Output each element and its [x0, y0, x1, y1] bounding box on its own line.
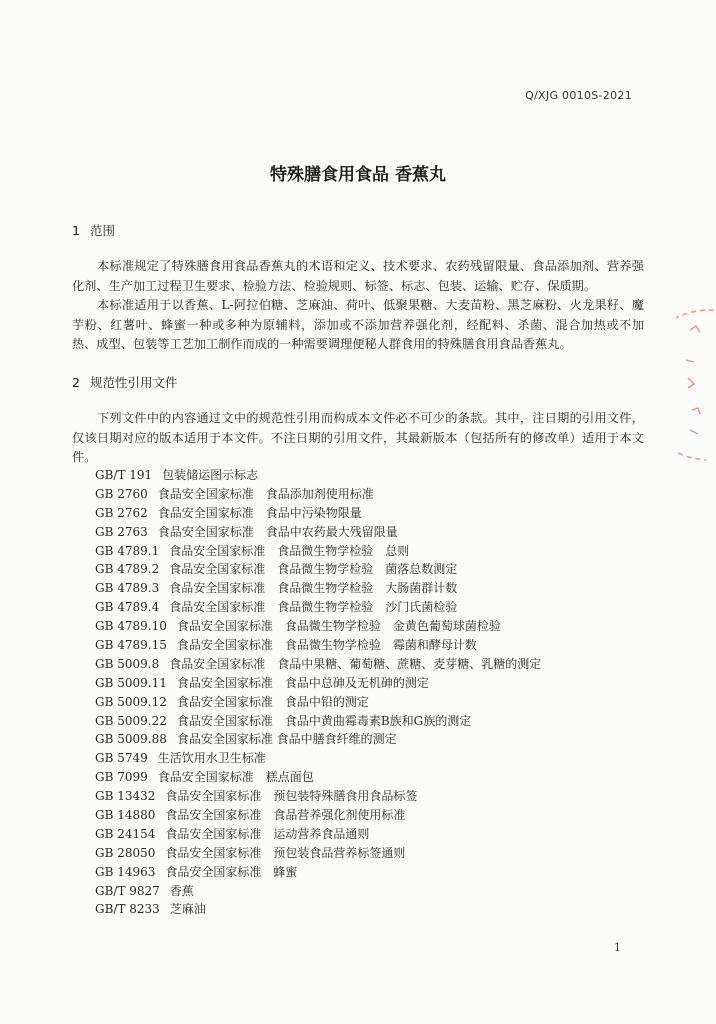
reference-name: 食品安全国家标准 食品微生物学检验 霉菌和酵母计数 [176, 638, 477, 653]
reference-code: GB 13432 [95, 789, 156, 804]
reference-code: GB 5009.8 [95, 656, 160, 671]
reference-code: GB 2760 [95, 486, 148, 501]
reference-code: GB 4789.1 [95, 543, 160, 558]
reference-name: 食品安全国家标准 食品中铅的测定 [176, 694, 369, 709]
page-number: 1 [614, 941, 621, 954]
section-1-paragraph-1: 本标准规定了特殊膳食用食品香蕉丸的术语和定义、技术要求、农药残留限量、食品添加剂、营养强化剂、生产加工过程卫生要求、检验方法、检验规则、标签、标志、包装、运输、贮存、保质期。 [72, 259, 644, 293]
reference-item [95, 882, 541, 901]
reference-item [95, 749, 541, 768]
reference-name: 食品安全国家标准 预包装特殊膳食用食品标签 [165, 789, 418, 804]
reference-name: 食品安全国家标准 食品中总砷及无机砷的测定 [176, 675, 429, 690]
section-number: 1 [72, 223, 80, 238]
reference-name: 食品安全国家标准 食品中污染物限量 [157, 505, 362, 520]
reference-name: 食品安全国家标准 食品中农药最大残留限量 [157, 524, 398, 539]
reference-code: GB 7099 [95, 770, 148, 785]
reference-name: 食品安全国家标准 食品微生物学检验 大肠菌群计数 [169, 581, 458, 596]
reference-item [95, 825, 541, 844]
reference-item [95, 485, 541, 504]
reference-code: GB 4789.4 [95, 600, 160, 615]
reference-name: 食品安全国家标准 食品微生物学检验 菌落总数测定 [169, 562, 458, 577]
reference-name: 食品安全国家标准 食品中膳食纤维的测定 [176, 732, 397, 747]
reference-code: GB 5009.22 [95, 713, 167, 728]
reference-code: GB 5009.88 [95, 732, 167, 747]
reference-name: 食品安全国家标准 食品中黄曲霉毒素B族和G族的测定 [176, 713, 472, 728]
reference-name: 包装储运图示标志 [162, 468, 259, 482]
reference-code: GB 4789.10 [95, 619, 167, 634]
reference-item [95, 542, 541, 561]
reference-code: GB 4789.3 [95, 581, 160, 596]
reference-name: 食品安全国家标准 运动营养食品通则 [165, 826, 370, 841]
reference-item [95, 712, 541, 731]
reference-item [95, 466, 541, 485]
reference-item [95, 579, 541, 598]
reference-item [95, 523, 541, 542]
reference-name: 食品安全国家标准 食品微生物学检验 总则 [169, 543, 410, 558]
reference-item [95, 768, 541, 787]
reference-name: 食品安全国家标准 食品微生物学检验 沙门氏菌检验 [169, 600, 458, 615]
reference-name: 食品安全国家标准 食品微生物学检验 金黄色葡萄球菌检验 [176, 619, 501, 634]
reference-code: GB/T 191 [95, 468, 153, 482]
reference-item [95, 806, 541, 825]
section-1-heading [72, 221, 115, 239]
reference-code: GB 5009.12 [95, 694, 167, 709]
reference-item [95, 598, 541, 617]
reference-code: GB 14963 [95, 864, 156, 879]
reference-name: 食品安全国家标准 预包装食品营养标签通则 [165, 845, 406, 860]
reference-item [95, 863, 541, 882]
normative-reference-list [95, 466, 541, 919]
reference-item [95, 787, 541, 806]
reference-name: 香蕉 [169, 883, 194, 898]
reference-code: GB 24154 [95, 826, 156, 841]
section-1-paragraph-2: 本标准适用于以香蕉、L-阿拉伯糖、芝麻油、荷叶、低聚果糖、大麦苗粉、黑芝麻粉、火龙果籽、魔芋粉、红薯叶、蜂蜜一种或多种为原辅料，添加或不添加营养强化剂，经配料、杀菌、混合加热或不加热、成型、包装等工艺加工制作而成的一种需要调理便秘人群食用的特殊膳食用食品香蕉丸。 [72, 298, 644, 351]
section-2-heading [72, 373, 178, 391]
reference-name: 食品安全国家标准 食品营养强化剂使用标准 [165, 808, 406, 823]
reference-code: GB 5009.11 [95, 675, 167, 690]
section-title: 规范性引用文件 [90, 375, 178, 390]
section-number: 2 [72, 375, 80, 390]
reference-item [95, 674, 541, 693]
reference-name: 食品安全国家标准 食品中果糖、葡萄糖、蔗糖、麦芽糖、乳糖的测定 [169, 656, 542, 671]
reference-code: GB 2762 [95, 505, 148, 520]
reference-code: GB 14880 [95, 808, 156, 823]
reference-name: 芝麻油 [169, 902, 206, 917]
reference-code: GB 4789.15 [95, 638, 167, 653]
section-2-paragraph-1: 下列文件中的内容通过文中的规范性引用而构成本文件必不可少的条款。其中，注日期的引用文件，仅该日期对应的版本适用于本文件。不注日期的引用文件，其最新版本（包括所有的修改单）适用于本文件。 [72, 411, 644, 464]
company-seal-fragment [676, 300, 716, 470]
seal-mark [686, 326, 700, 434]
reference-item [95, 693, 541, 712]
seal-ring [676, 310, 714, 460]
document-title: 特殊膳食用食品 香蕉丸 [270, 165, 446, 185]
reference-code: GB 5749 [95, 751, 148, 766]
reference-code: GB/T 8233 [95, 902, 160, 917]
reference-name: 食品安全国家标准 食品添加剂使用标准 [157, 486, 374, 501]
reference-item [95, 730, 541, 749]
reference-code: GB 4789.2 [95, 562, 160, 577]
section-title: 范围 [90, 223, 116, 238]
reference-item [95, 655, 541, 674]
reference-item [95, 844, 541, 863]
reference-name: 生活饮用水卫生标准 [157, 751, 266, 766]
reference-item [95, 560, 541, 579]
standard-code: Q/XJG 0010S-2021 [525, 89, 632, 102]
reference-code: GB 2763 [95, 524, 148, 539]
reference-item [95, 900, 541, 919]
reference-item [95, 617, 541, 636]
reference-item [95, 504, 541, 523]
reference-code: GB 28050 [95, 845, 156, 860]
reference-item [95, 636, 541, 655]
reference-code: GB/T 9827 [95, 883, 160, 898]
reference-name: 食品安全国家标准 蜂蜜 [165, 864, 298, 879]
reference-name: 食品安全国家标准 糕点面包 [157, 770, 314, 785]
